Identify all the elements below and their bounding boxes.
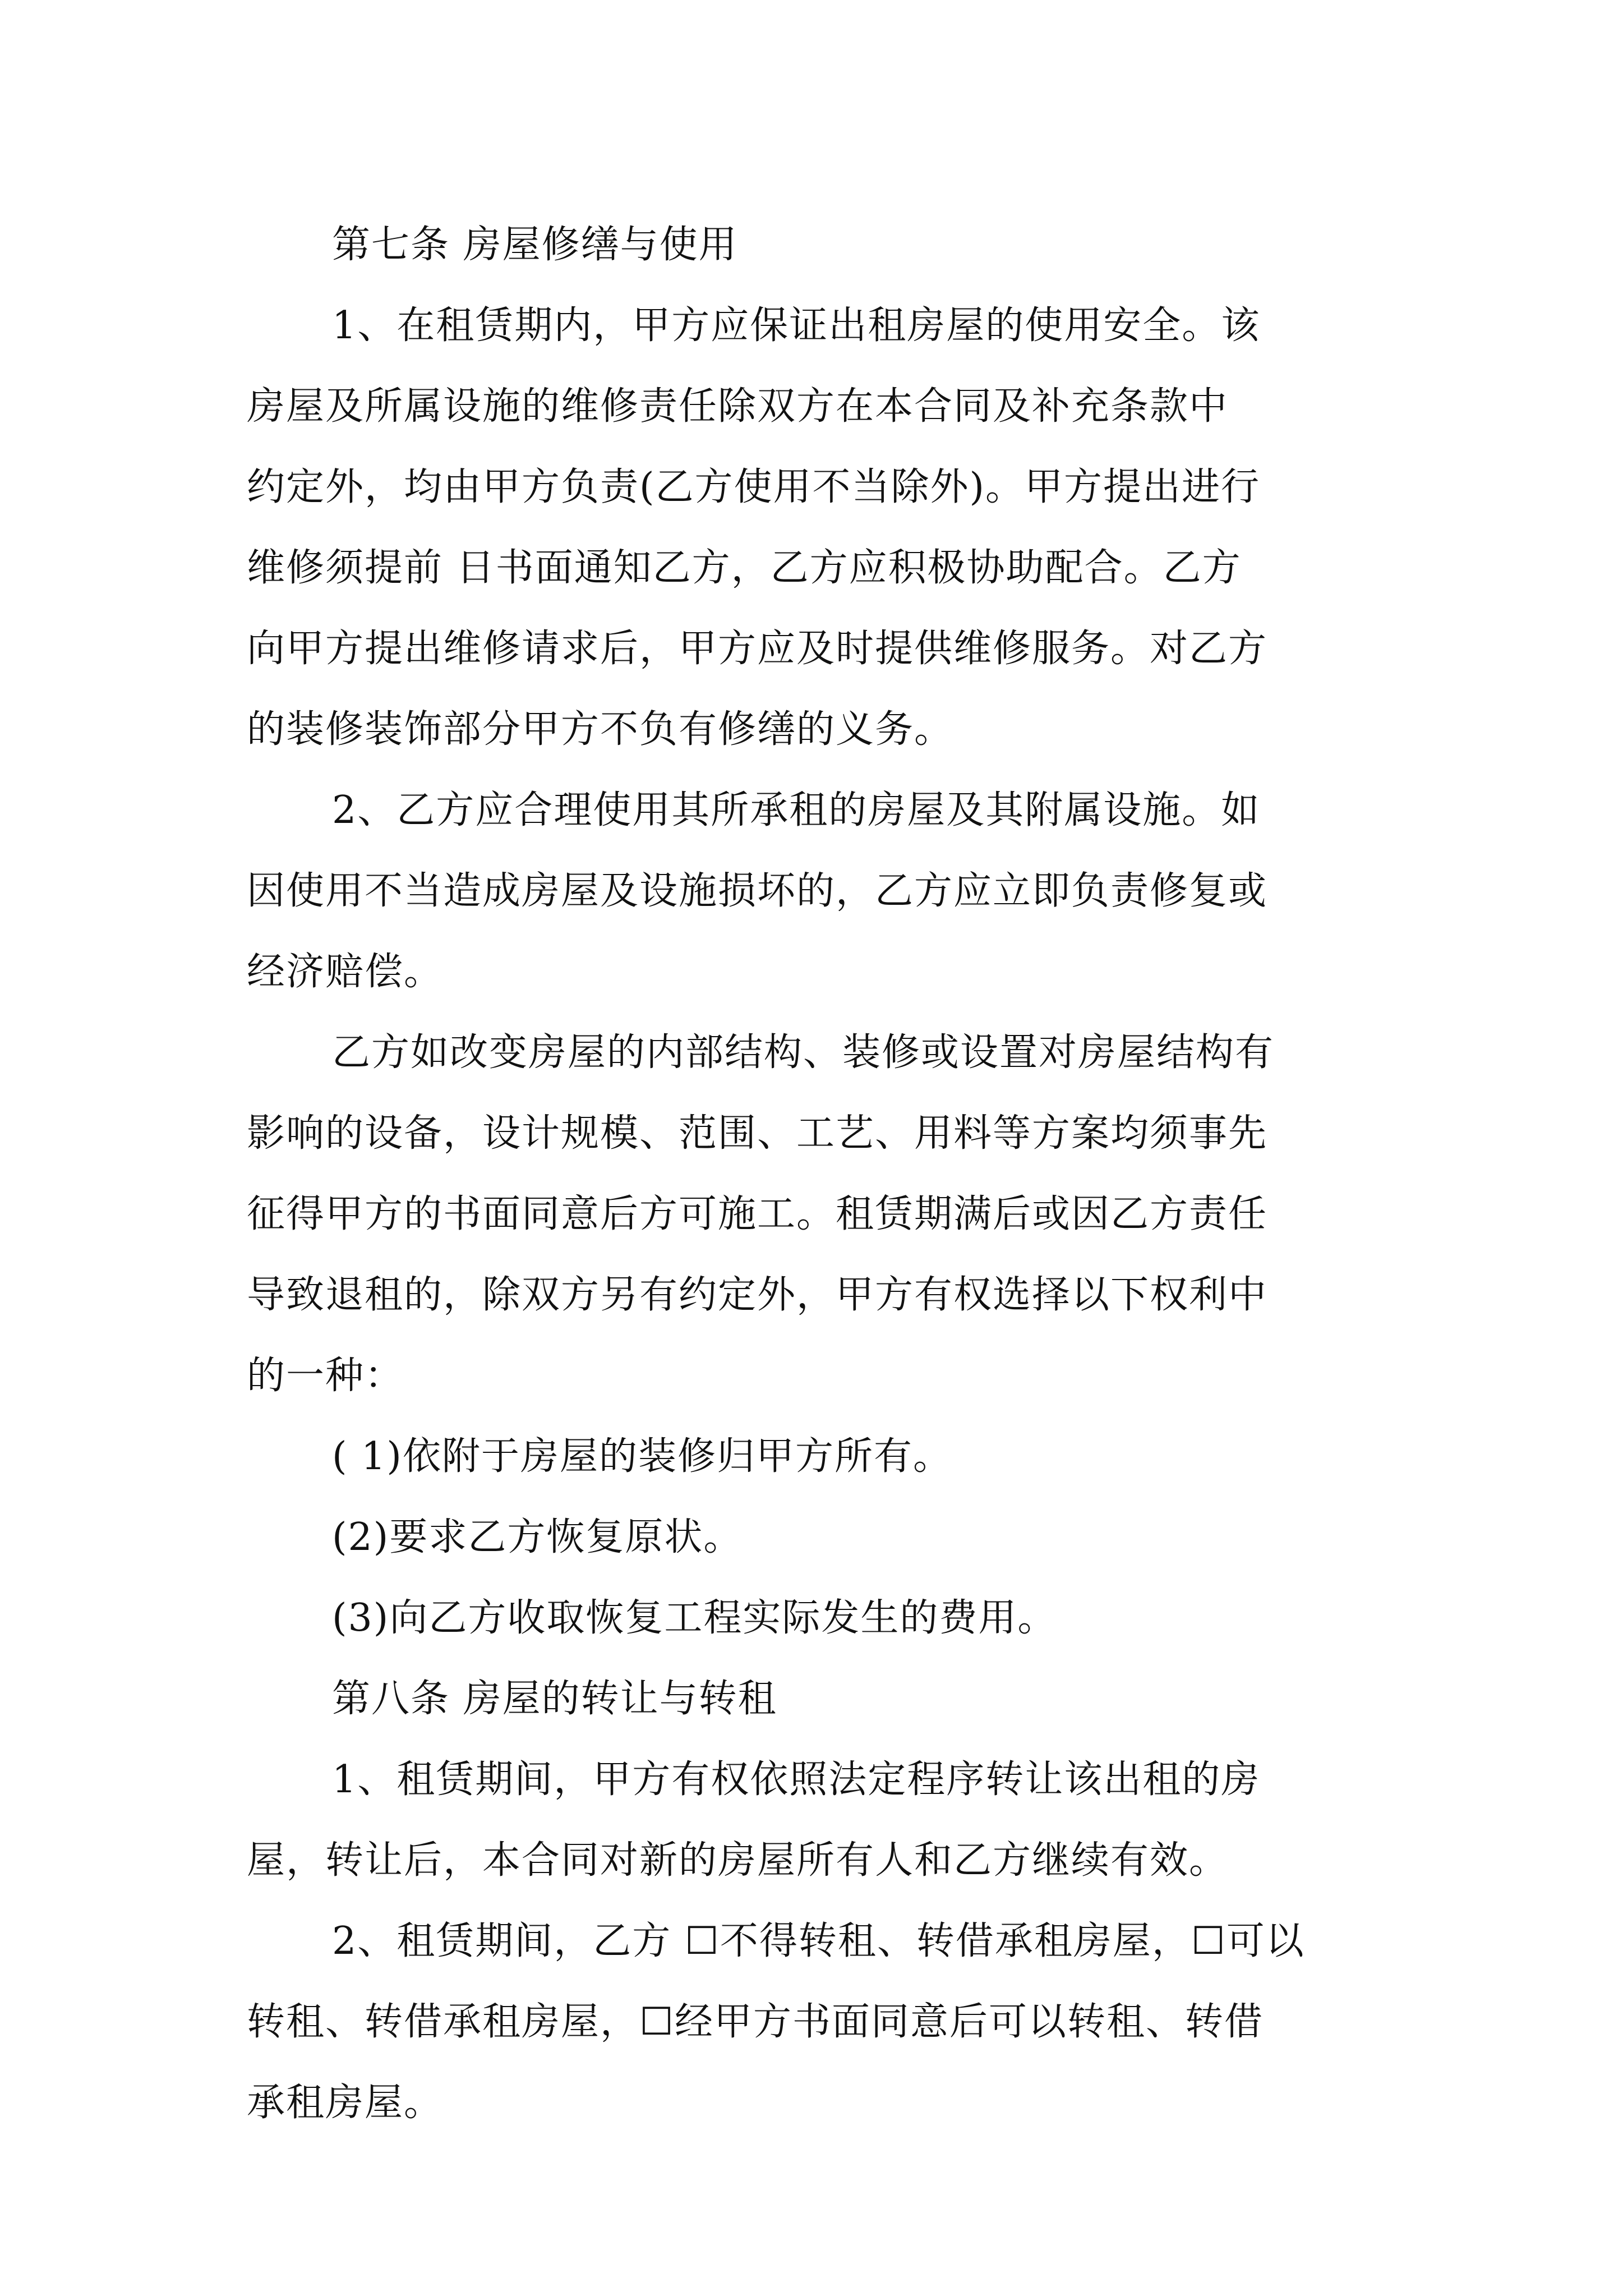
text-line: 2、租赁期间，乙方 ☐不得转租、转借承租房屋，☐可以 [332,1919,1305,1963]
list-item: (2)要求乙方恢复原状。 [332,1515,743,1559]
text-line: 维修须提前 日书面通知乙方，乙方应积极协助配合。乙方 [247,546,1242,590]
text-line: 的装修装饰部分甲方不负有修缮的义务。 [247,707,954,752]
text-line: 屋，转让后，本合同对新的房屋所有人和乙方继续有效。 [247,1838,1229,1883]
text-line: 向甲方提出维修请求后，甲方应及时提供维修服务。对乙方 [247,627,1268,671]
text-line: 乙方如改变房屋的内部结构、装修或设置对房屋结构有 [332,1030,1275,1075]
text-line: 的一种： [247,1354,404,1398]
text-line: 承租房屋。 [247,2081,444,2125]
document-body [247,205,1391,2143]
text-line: 1、租赁期间，甲方有权依照法定程序转让该出租的房 [332,1757,1261,1802]
text-line: 约定外，均由甲方负责(乙方使用不当除外)。甲方提出进行 [247,465,1261,509]
article-8-heading: 第八条 房屋的转让与转租 [332,1677,777,1721]
text-line: 因使用不当造成房屋及设施损坏的，乙方应立即负责修复或 [247,869,1268,913]
text-line: 房屋及所属设施的维修责任除双方在本合同及补充条款中 [247,384,1229,429]
text-line: 转租、转借承租房屋，☐经甲方书面同意后可以转租、转借 [247,2000,1264,2044]
text-line: 2、乙方应合理使用其所承租的房屋及其附属设施。如 [332,788,1261,832]
list-item: (3)向乙方收取恢复工程实际发生的费用。 [332,1596,1057,1640]
text-line: 1、在租赁期内，甲方应保证出租房屋的使用安全。该 [332,303,1261,348]
text-line: 影响的设备，设计规模、范围、工艺、用料等方案均须事先 [247,1111,1268,1156]
text-line: 导致退租的，除双方另有约定外，甲方有权选择以下权利中 [247,1273,1268,1317]
article-7-heading: 第七条 房屋修缮与使用 [332,223,738,267]
text-line: 经济赔偿。 [247,950,444,994]
list-item: ( 1)依附于房屋的装修归甲方所有。 [332,1434,952,1479]
text-line: 征得甲方的书面同意后方可施工。租赁期满后或因乙方责任 [247,1192,1268,1236]
